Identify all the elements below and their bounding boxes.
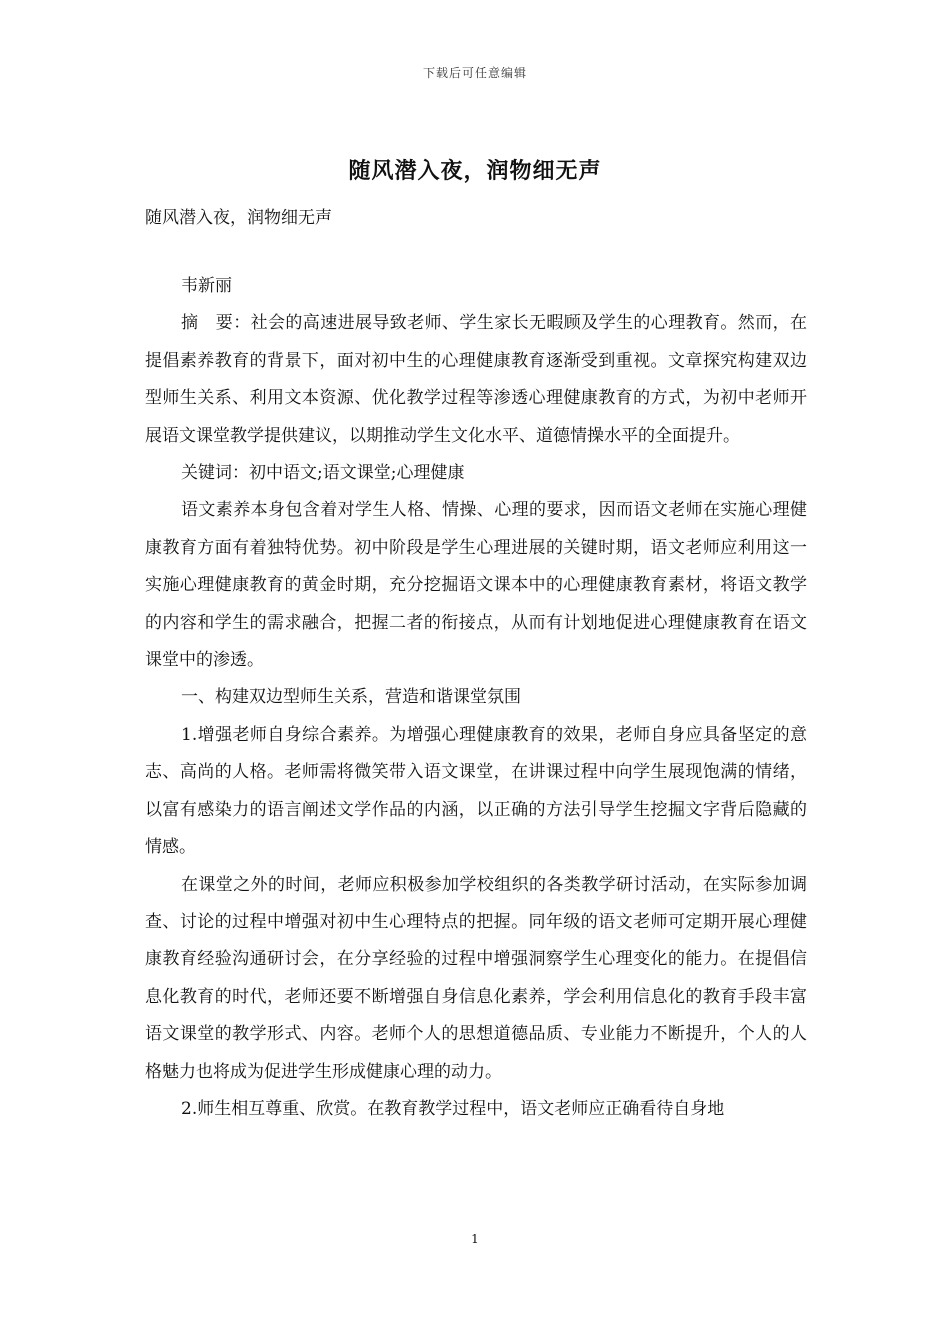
page-header-note: 下载后可任意编辑 [422, 66, 527, 80]
document-subtitle: 随风潜入夜，润物细无声 [145, 208, 332, 228]
document-body [145, 268, 807, 1128]
body-paragraph-1-1-cont: 在课堂之外的时间，老师应积极参加学校组织的各类教学研讨活动，在实际参加调查、讨论的过程中增强对初中生心理特点的把握。同年级的语文老师可定期开展心理健康教育经验沟通研讨会，在分享经验的过程中增强洞察学生心理变化的能力。在提倡信息化教育的时代，老师还要不断增强自身信息化素养，学会利用信息化的教育手段丰富语文课堂的教学形式、内容。老师个人的思想道德品质、专业能力不断提升，个人的人格魅力也将成为促进学生形成健康心理的动力。 [145, 874, 807, 1082]
author-name: 韦新丽 [181, 276, 232, 296]
document-title: 随风潜入夜，润物细无声 [348, 158, 602, 184]
section-heading-1: 一、构建双边型师生关系，营造和谐课堂氛围 [181, 687, 521, 708]
abstract-paragraph: 摘 要：社会的高速进展导致老师、学生家长无暇顾及学生的心理教育。然而，在提倡素养教育的背景下，面对初中生的心理健康教育逐渐受到重视。文章探究构建双边型师生关系、利用文本资源、优化教学过程等渗透心理健康教育的方式，为初中老师开展语文课堂教学提供建议，以期推动学生文化水平、道德情操水平的全面提升。 [145, 313, 807, 446]
body-paragraph-1-1: 1.增强老师自身综合素养。为增强心理健康教育的效果，老师自身应具备坚定的意志、高尚的人格。老师需将微笑带入语文课堂，在讲课过程中向学生展现饱满的情绪，以富有感染力的语言阐述文学作品的内涵，以正确的方法引导学生挖掘文字背后隐藏的情感。 [145, 724, 807, 858]
page-number: 1 [471, 1232, 479, 1246]
body-paragraph-1-2: 2.师生相互尊重、欣赏。在教育教学过程中，语文老师应正确看待自身地 [181, 1098, 725, 1119]
keywords-line: 关键词：初中语文;语文课堂;心理健康 [181, 463, 465, 484]
body-paragraph-intro: 语文素养本身包含着对学生人格、情操、心理的要求，因而语文老师在实施心理健康教育方面有着独特优势。初中阶段是学生心理进展的关键时期，语文老师应利用这一实施心理健康教育的黄金时期，充分挖掘语文课本中的心理健康教育素材，将语文教学的内容和学生的需求融合，把握二者的衔接点，从而有计划地促进心理健康教育在语文课堂中的渗透。 [145, 500, 807, 671]
